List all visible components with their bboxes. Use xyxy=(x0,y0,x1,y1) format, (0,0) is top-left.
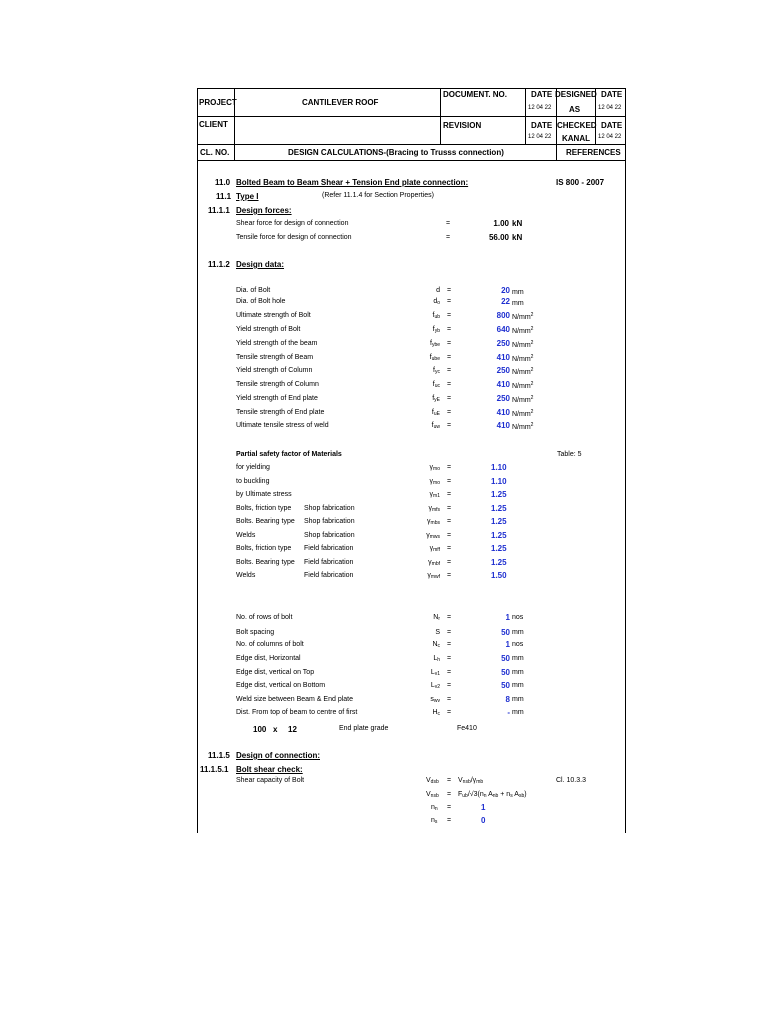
geometry-unit: mm xyxy=(512,669,524,676)
geometry-eq: = xyxy=(447,655,452,662)
psf-value: 1.25 xyxy=(491,558,507,567)
checked-value: KANAL xyxy=(562,134,590,143)
data-eq: = xyxy=(447,422,452,429)
psf-label: Welds xyxy=(236,572,256,579)
checked-label: CHECKED xyxy=(557,121,597,130)
geometry-symbol: $s_{wv}$ xyxy=(430,696,440,704)
data-label: Tensile strength of Beam xyxy=(236,354,314,361)
geometry-symbol: $L_h$ xyxy=(433,655,440,663)
psf-symbol: $\gamma_{m1}$ xyxy=(429,491,440,499)
psf-label: for yielding xyxy=(236,464,270,471)
geometry-label: No. of columns of bolt xyxy=(236,641,304,648)
data-symbol: $f_{ube}$ xyxy=(429,354,440,362)
data-value: 250 xyxy=(496,339,510,348)
date-label-2: DATE xyxy=(601,90,623,99)
designed-label: DESIGNED xyxy=(555,90,597,99)
geometry-symbol: $H_c$ xyxy=(432,709,440,717)
geometry-value: 1 xyxy=(505,640,510,649)
data-label: Tensile strength of End plate xyxy=(236,409,325,416)
section-11-1-number: 11.1 xyxy=(216,192,232,201)
section-properties-note: (Refer 11.1.4 for Section Properties) xyxy=(322,192,434,199)
code-reference: IS 800 - 2007 xyxy=(556,178,605,187)
psf-eq: = xyxy=(447,545,452,552)
plate-grade-label: End plate grade xyxy=(339,725,389,732)
psf-value: 1.25 xyxy=(491,544,507,553)
psf-eq: = xyxy=(447,464,452,471)
section-11-1-1-number: 11.1.1 xyxy=(208,206,230,215)
date-value-3: 12 04 22 xyxy=(528,134,552,140)
force-value: 56.00 xyxy=(488,233,509,242)
data-value: 410 xyxy=(496,353,510,362)
plate-times: x xyxy=(273,725,278,734)
psf-symbol: $\gamma_{mwf}$ xyxy=(427,572,440,580)
table-reference: Table: 5 xyxy=(557,451,582,458)
data-value: 250 xyxy=(496,366,510,375)
data-symbol: $f_{yb}$ xyxy=(432,326,440,334)
psf-eq: = xyxy=(447,559,452,566)
data-value: 410 xyxy=(496,421,510,430)
psf-type: Shop fabrication xyxy=(304,505,355,512)
geometry-value: 8 xyxy=(505,695,510,704)
force-unit: kN xyxy=(512,233,523,242)
geometry-label: Edge dist, vertical on Bottom xyxy=(236,682,326,689)
data-symbol: $f_{uc}$ xyxy=(432,381,440,389)
nn-value: 1 xyxy=(481,803,486,812)
psf-label: Bolts. Bearing type xyxy=(236,559,295,566)
data-unit: $N/mm^2$ xyxy=(512,340,534,349)
data-label: Dia. of Bolt hole xyxy=(236,298,286,305)
vnsb-symbol: $V_{nsb}$ xyxy=(426,791,439,799)
geometry-symbol: $L_{v1}$ xyxy=(430,669,440,677)
vdsb-symbol: $V_{dsb}$ xyxy=(426,777,439,785)
force-label: Tensile force for design of connection xyxy=(236,234,352,241)
psf-eq: = xyxy=(447,478,452,485)
document-number-label: DOCUMENT. NO. xyxy=(443,90,507,99)
date-value-2: 12 04 22 xyxy=(598,105,622,111)
geometry-value: 50 xyxy=(501,628,510,637)
data-eq: = xyxy=(447,381,452,388)
psf-symbol: $\gamma_{mff}$ xyxy=(429,545,440,553)
data-unit: $N/mm^2$ xyxy=(512,381,534,390)
psf-symbol: $\gamma_{mbs}$ xyxy=(427,518,440,526)
section-11-0-number: 11.0 xyxy=(215,178,231,187)
data-label: Yield strength of Bolt xyxy=(236,326,301,333)
client-label: CLIENT xyxy=(199,120,228,129)
section-11-0-title: Bolted Beam to Beam Shear + Tension End plate connection: xyxy=(236,178,469,187)
psf-value: 1.10 xyxy=(491,477,507,486)
data-label: Ultimate tensile stress of weld xyxy=(236,422,329,429)
vdsb-expression: $V_{nsb}/\gamma_{mb}$ xyxy=(458,777,484,785)
data-unit: $N/mm^2$ xyxy=(512,354,534,363)
force-unit: kN xyxy=(512,219,523,228)
data-symbol: $f_{uE}$ xyxy=(431,409,440,417)
nn-symbol: $n_n$ xyxy=(431,804,438,812)
psf-symbol: $\gamma_{mo}$ xyxy=(429,464,440,472)
data-symbol: $d_o$ xyxy=(433,298,440,306)
geometry-label: Edge dist, vertical on Top xyxy=(236,669,315,676)
geometry-label: No. of rows of bolt xyxy=(236,614,293,621)
date-label-3: DATE xyxy=(531,121,553,130)
data-value: 640 xyxy=(496,325,510,334)
data-eq: = xyxy=(447,354,452,361)
geometry-value: 50 xyxy=(501,654,510,663)
force-value: 1.00 xyxy=(493,219,509,228)
force-label: Shear force for design of connection xyxy=(236,220,349,227)
geometry-eq: = xyxy=(447,682,452,689)
geometry-eq: = xyxy=(447,629,452,636)
psf-symbol: $\gamma_{mws}$ xyxy=(426,532,440,540)
designed-value: AS xyxy=(569,105,581,114)
clno-label: CL. NO. xyxy=(200,148,230,157)
data-value: 250 xyxy=(496,394,510,403)
date-value-4: 12 04 22 xyxy=(598,134,622,140)
geometry-unit: mm xyxy=(512,655,524,662)
geometry-label: Edge dist, Horizontal xyxy=(236,655,301,662)
clause-reference: Cl. 10.3.3 xyxy=(556,777,586,784)
geometry-unit: mm xyxy=(512,629,524,636)
data-unit: $N/mm^2$ xyxy=(512,409,534,418)
psf-eq: = xyxy=(447,532,452,539)
psf-eq: = xyxy=(447,491,452,498)
section-11-1-1-title: Design forces: xyxy=(236,206,292,215)
geometry-symbol: $N_r$ xyxy=(433,614,440,622)
data-symbol: $f_{ybe}$ xyxy=(429,340,440,348)
geometry-eq: = xyxy=(447,614,452,621)
calc-title: DESIGN CALCULATIONS-(Bracing to Trusss connection) xyxy=(288,148,504,157)
data-value: 410 xyxy=(496,380,510,389)
data-eq: = xyxy=(447,367,452,374)
section-11-1-5-title: Design of connection: xyxy=(236,751,320,760)
data-unit: mm xyxy=(512,289,524,296)
geometry-eq: = xyxy=(447,696,452,703)
data-value: 410 xyxy=(496,408,510,417)
geometry-label: Weld size between Beam & End plate xyxy=(236,696,353,703)
psf-eq: = xyxy=(447,505,452,512)
geometry-value: - xyxy=(507,708,510,717)
data-eq: = xyxy=(447,409,452,416)
shear-capacity-label: Shear capacity of Bolt xyxy=(236,777,305,784)
geometry-unit: mm xyxy=(512,696,524,703)
force-eq: = xyxy=(446,234,451,241)
data-label: Yield strength of Column xyxy=(236,367,313,374)
data-symbol: $f_{ub}$ xyxy=(432,312,440,320)
plate-width: 100 xyxy=(253,725,267,734)
geometry-eq: = xyxy=(447,709,452,716)
geometry-value: 50 xyxy=(501,668,510,677)
data-unit: $N/mm^2$ xyxy=(512,326,534,335)
data-label: Ultimate strength of Bolt xyxy=(236,312,311,319)
psf-value: 1.25 xyxy=(491,504,507,513)
section-11-1-2-title: Design data: xyxy=(236,260,285,269)
psf-type: Field fabrication xyxy=(304,572,354,579)
psf-eq: = xyxy=(447,518,452,525)
psf-symbol: $\gamma_{mfs}$ xyxy=(428,505,440,513)
ns-value: 0 xyxy=(481,816,486,825)
data-value: 22 xyxy=(501,297,510,306)
plate-thickness: 12 xyxy=(288,725,297,734)
data-unit: $N/mm^2$ xyxy=(512,312,534,321)
geometry-symbol: $L_{v2}$ xyxy=(430,682,440,690)
psf-symbol: $\gamma_{mbf}$ xyxy=(428,559,440,567)
section-11-1-5-1-title: Bolt shear check: xyxy=(236,765,303,774)
data-label: Tensile strength of Column xyxy=(236,381,319,388)
psf-value: 1.50 xyxy=(491,571,507,580)
date-label-1: DATE xyxy=(531,90,553,99)
data-eq: = xyxy=(447,340,452,347)
geometry-symbol: $N_c$ xyxy=(432,641,440,649)
plate-grade-value: Fe410 xyxy=(457,725,477,732)
section-11-1-5-number: 11.1.5 xyxy=(208,751,230,760)
psf-label: Bolts, friction type xyxy=(236,545,292,552)
project-label: PROJECT xyxy=(199,98,237,107)
data-eq: = xyxy=(447,298,452,305)
psf-value: 1.25 xyxy=(491,490,507,499)
geometry-unit: mm xyxy=(512,682,524,689)
section-11-1-2-number: 11.1.2 xyxy=(208,260,230,269)
force-eq: = xyxy=(446,220,451,227)
ns-symbol: $n_s$ xyxy=(431,817,438,825)
geometry-value: 1 xyxy=(505,613,510,622)
references-label: REFERENCES xyxy=(566,148,621,157)
geometry-symbol: S xyxy=(435,629,440,636)
geometry-eq: = xyxy=(447,669,452,676)
ns-eq: = xyxy=(447,817,452,824)
psf-title: Partial safety factor of Materials xyxy=(236,451,342,458)
vnsb-expression: $F_{ub}/√3(n_n$ $A_{nb} + n_s$ $A_{sb}$) xyxy=(458,791,527,799)
revision-label: REVISION xyxy=(443,121,482,130)
section-11-1-title: Type I xyxy=(236,192,259,201)
data-eq: = xyxy=(447,312,452,319)
data-value: 800 xyxy=(496,311,510,320)
nn-eq: = xyxy=(447,804,452,811)
psf-value: 1.25 xyxy=(491,531,507,540)
data-unit: mm xyxy=(512,300,524,307)
geometry-label: Dist. From top of beam to centre of first xyxy=(236,709,358,716)
geometry-unit: nos xyxy=(512,614,524,621)
data-eq: = xyxy=(447,395,452,402)
geometry-eq: = xyxy=(447,641,452,648)
section-11-1-5-1-number: 11.1.5.1 xyxy=(200,765,229,774)
data-eq: = xyxy=(447,287,452,294)
data-unit: $N/mm^2$ xyxy=(512,395,534,404)
psf-symbol: $\gamma_{mo}$ xyxy=(429,478,440,486)
psf-label: Welds xyxy=(236,532,256,539)
geometry-value: 50 xyxy=(501,681,510,690)
date-label-4: DATE xyxy=(601,121,623,130)
psf-label: Bolts, friction type xyxy=(236,505,292,512)
psf-value: 1.10 xyxy=(491,463,507,472)
psf-type: Shop fabrication xyxy=(304,518,355,525)
data-value: 20 xyxy=(501,286,510,295)
data-symbol: $f_{uw}$ xyxy=(431,422,440,430)
data-symbol: d xyxy=(436,287,440,294)
psf-label: Bolts. Bearing type xyxy=(236,518,295,525)
psf-value: 1.25 xyxy=(491,517,507,526)
geometry-label: Bolt spacing xyxy=(236,629,275,636)
geometry-unit: nos xyxy=(512,641,524,648)
data-unit: $N/mm^2$ xyxy=(512,422,534,431)
data-symbol: $f_{yc}$ xyxy=(433,367,440,375)
psf-label: by Ultimate stress xyxy=(236,491,292,498)
psf-type: Field fabrication xyxy=(304,559,354,566)
project-value: CANTILEVER ROOF xyxy=(302,98,379,107)
psf-label: to buckling xyxy=(236,478,270,485)
psf-type: Field fabrication xyxy=(304,545,354,552)
psf-eq: = xyxy=(447,572,452,579)
data-symbol: $f_{yE}$ xyxy=(432,395,440,403)
vdsb-eq: = xyxy=(447,777,452,784)
geometry-unit: mm xyxy=(512,709,524,716)
data-unit: $N/mm^2$ xyxy=(512,367,534,376)
data-eq: = xyxy=(447,326,452,333)
date-value-1: 12 04 22 xyxy=(528,105,552,111)
vnsb-eq: = xyxy=(447,791,452,798)
data-label: Yield strength of the beam xyxy=(236,340,318,347)
psf-type: Shop fabrication xyxy=(304,532,355,539)
data-label: Yield strength of End plate xyxy=(236,395,318,402)
data-label: Dia. of Bolt xyxy=(236,287,271,294)
